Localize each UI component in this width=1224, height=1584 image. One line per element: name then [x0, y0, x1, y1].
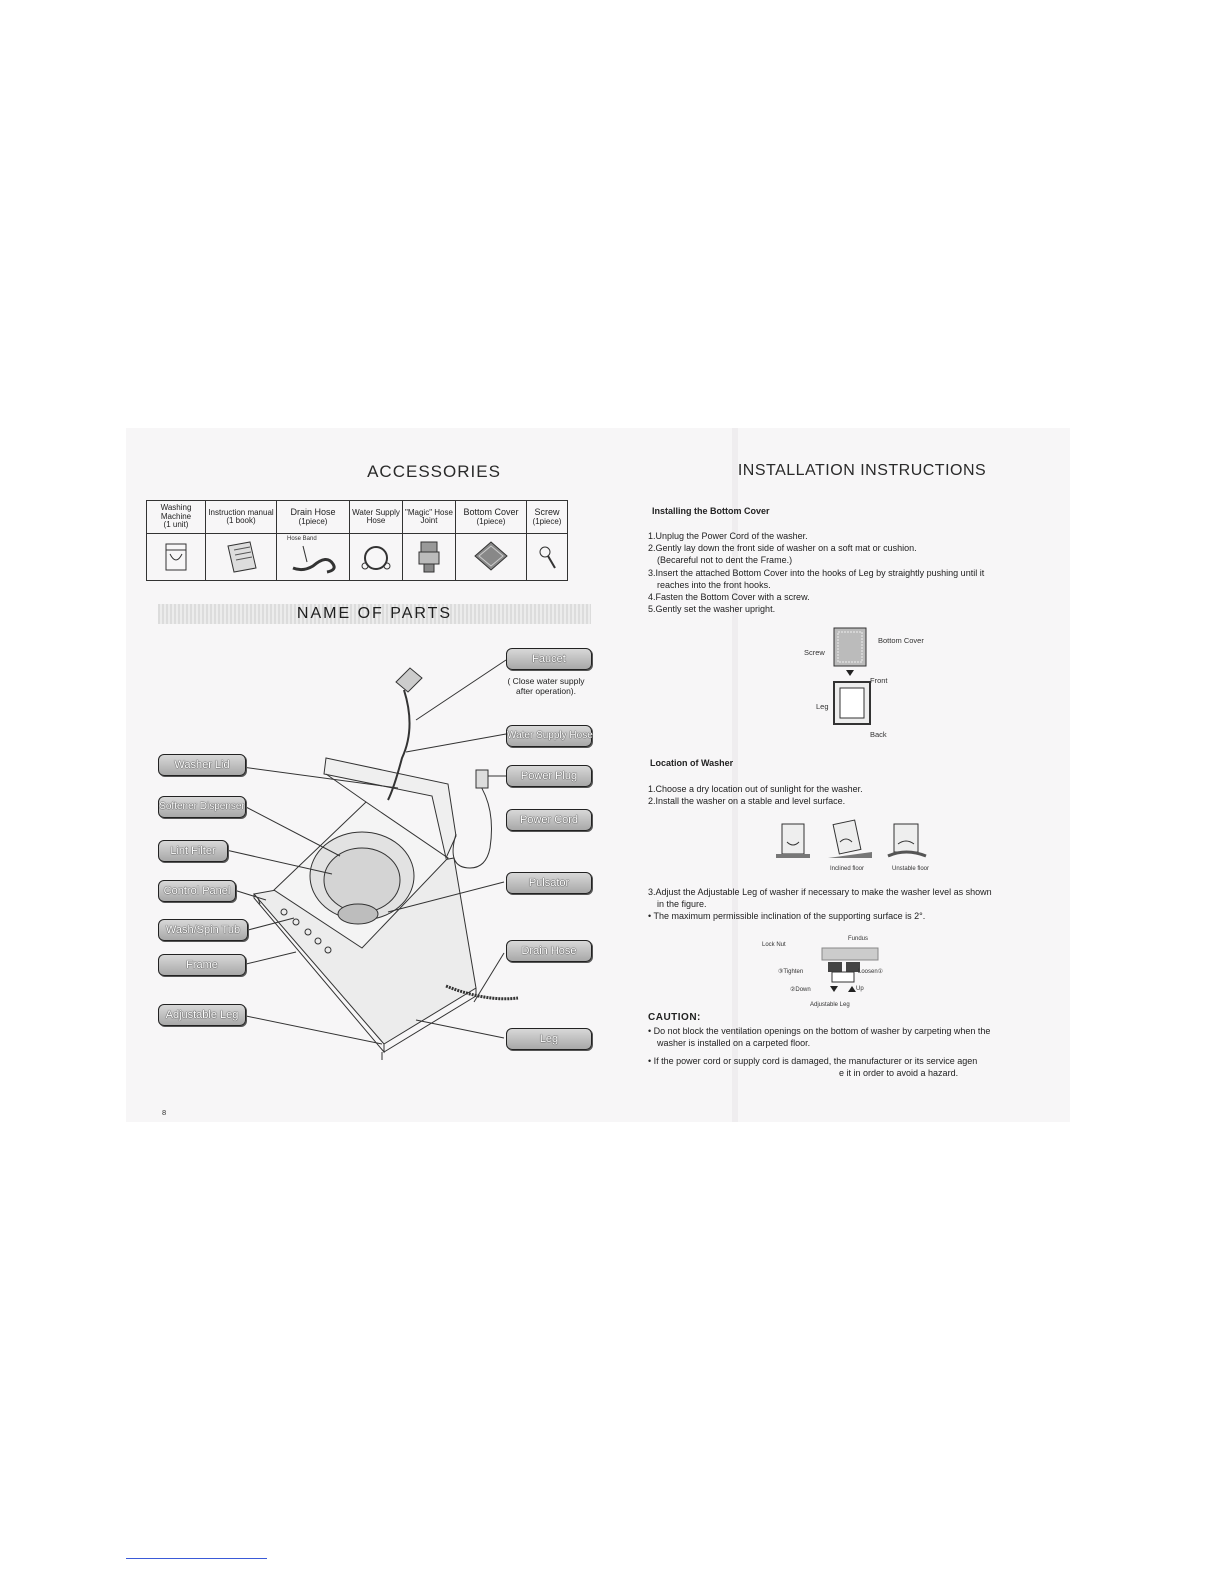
scanned-manual-spread	[126, 428, 1070, 1122]
label-adjustable-leg: Adjustable Leg	[158, 1004, 246, 1026]
step-line: • The maximum permissible inclination of the supporting surface is 2°.	[648, 911, 926, 921]
fundus-label: Fundus	[848, 936, 869, 942]
caution-line: • Do not block the ventilation openings on the bottom of washer by carpeting when the	[648, 1026, 991, 1036]
faucet-note: ( Close water supply after operation).	[507, 676, 585, 697]
label-lint-filter: Lint Filter	[158, 840, 228, 862]
acc-hose-joint: "Magic" Hose Joint	[403, 501, 456, 534]
label-frame: Frame	[158, 954, 246, 976]
acc-washing-machine: Washing Machine (1 unit)	[147, 501, 206, 534]
caution-line: • If the power cord or supply cord is damaged, the manufacturer or its service agen	[648, 1056, 978, 1066]
screw-label: Screw	[804, 648, 825, 657]
step-line: 2.Install the washer on a stable and level surface.	[648, 796, 846, 806]
step-line: 3.Adjust the Adjustable Leg of washer if necessary to make the washer level as shown	[648, 887, 992, 897]
tighten-label: ③Tighten	[778, 969, 804, 975]
label-power-plug: Power Plug	[506, 765, 592, 787]
caution-line: washer is installed on a carpeted floor.	[657, 1038, 811, 1048]
footnote-separator	[126, 1558, 267, 1559]
bottom-cover-heading: Installing the Bottom Cover	[652, 506, 770, 516]
page-number: 8	[162, 1108, 167, 1117]
unstable-floor-label: Unstable floor	[892, 866, 930, 872]
front-label: Front	[870, 676, 888, 685]
acc-bottom-cover: Bottom Cover (1piece)	[456, 501, 527, 534]
down-label: ②Down	[790, 987, 811, 993]
step-line: (Becareful not to dent the Frame.)	[657, 555, 793, 565]
inclined-floor-label: Inclined floor	[830, 866, 865, 872]
label-wash-spin-tub: Wash/Spin Tub	[158, 919, 248, 941]
loosen-label: Loosen①	[858, 969, 884, 975]
lock-nut-label: Lock Nut	[762, 942, 786, 948]
label-power-cord: Power Cord	[506, 809, 592, 831]
accessories-title: ACCESSORIES	[367, 462, 501, 481]
label-washer-lid: Washer Lid	[158, 754, 246, 776]
step-line: 4.Fasten the Bottom Cover with a screw.	[648, 592, 810, 602]
step-line: reaches into the front hooks.	[657, 580, 771, 590]
up-label: Up	[856, 986, 864, 992]
step-line: 5.Gently set the washer upright.	[648, 604, 776, 614]
name-of-parts-title: NAME OF PARTS	[296, 605, 453, 622]
label-control-panel: Control Panel	[158, 880, 236, 902]
installation-title: INSTALLATION INSTRUCTIONS	[737, 462, 987, 479]
step-line: 1.Unplug the Power Cord of the washer.	[648, 531, 808, 541]
acc-screw: Screw (1piece)	[527, 501, 568, 534]
adjustable-leg-label: Adjustable Leg	[810, 1002, 850, 1008]
label-pulsator: Pulsator	[506, 872, 592, 894]
leg-label: Leg	[816, 702, 829, 711]
label-softener-dispenser: Softener Dispenser	[158, 796, 246, 818]
step-line: 3.Insert the attached Bottom Cover into the hooks of Leg by straightly pushing until it	[648, 568, 985, 578]
step-line: in the figure.	[657, 899, 707, 909]
label-water-supply-hose: Water Supply Hose	[506, 725, 592, 747]
bottom-cover-label: Bottom Cover	[878, 636, 924, 645]
location-heading: Location of Washer	[650, 758, 734, 768]
label-faucet: Faucet	[506, 648, 592, 670]
step-line: 2.Gently lay down the front side of washer on a soft mat or cushion.	[648, 543, 917, 553]
caution-title: CAUTION:	[648, 1012, 701, 1023]
acc-drain-hose: Drain Hose (1piece)	[277, 501, 350, 534]
hose-band-label: Hose Band	[287, 536, 317, 542]
label-leg: Leg	[506, 1028, 592, 1050]
acc-water-hose: Water Supply Hose	[350, 501, 403, 534]
floor-illustrations	[776, 818, 946, 866]
label-drain-hose: Drain Hose	[506, 940, 592, 962]
step-line: 1.Choose a dry location out of sunlight for the washer.	[648, 784, 863, 794]
acc-manual: Instruction manual (1 book)	[206, 501, 277, 534]
back-label: Back	[870, 730, 887, 739]
caution-line: e it in order to avoid a hazard.	[839, 1068, 959, 1078]
